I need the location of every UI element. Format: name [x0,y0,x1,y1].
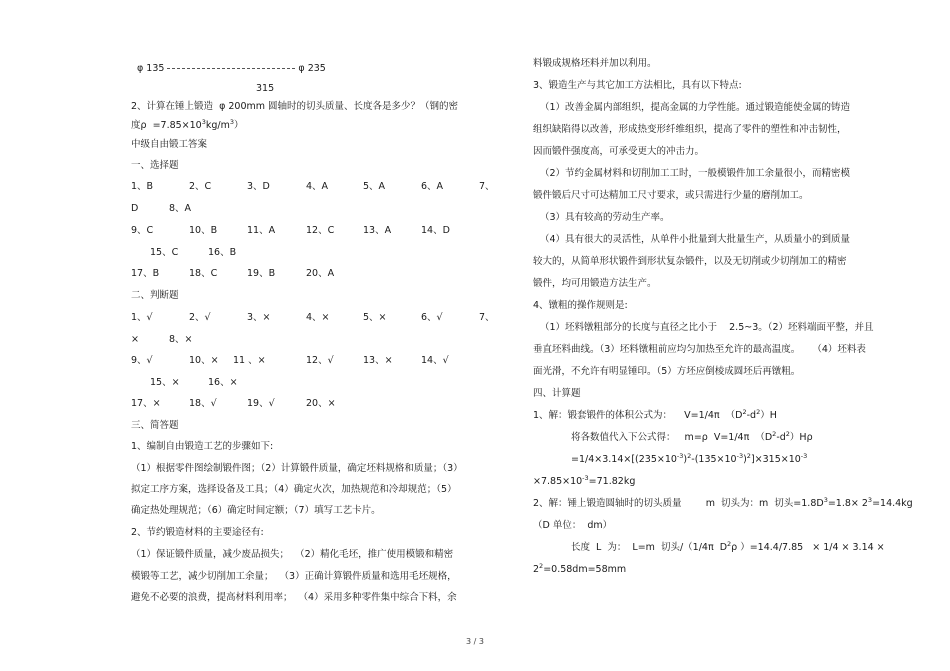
calc-1-result: $\times 7.85\times 10^{-3}=71.82kg$ [533,474,636,487]
tf-answer: 15、× [150,377,180,388]
short-answer-2-line: 模锻等工艺，减少切削加工余量； （3）正确计算锻件质量和选用毛坯规格， [131,571,457,582]
short-answer-2-line: （1）保证锻件质量，减少废品损失； （2）精化毛坯，推广使用模锻和精密 [131,549,454,560]
section-choice-heading: 一、选择题 [131,160,179,171]
right-text-line: 因而锻件强度高，可承受更大的冲击力。 [533,146,705,157]
dim-phi-235: φ 235 [298,63,326,74]
right-text-line: 3、锻造生产与其它加工方法相比，具有以下特点: [533,80,742,91]
calc-1-expression: $=1/4\times 3.14\times[(235\times 10^{-3})^2-(135\times 10^{-3})^2]\times 315\times 10^{-3}$ [571,452,808,465]
choice-answer: 9、C [131,225,154,236]
short-answer-1-line: 拟定工序方案，选择设备及工具；（4）确定火次，加热规范和冷却规范；（5） [131,484,457,495]
right-text-line: 4、镦粗的操作规则是: [533,300,628,311]
tf-answer: 18、√ [189,398,217,409]
choice-answer: 13、A [363,225,392,236]
choice-answer: D [131,203,139,214]
tf-answer: 9、√ [131,355,153,366]
tf-answer: 20、× [306,398,336,409]
right-text-line: （3）具有较高的劳动生产率。 [540,212,670,223]
choice-answer: 10、B [189,225,218,236]
choice-answer: 17、B [131,268,160,279]
choice-answer: 7、 [479,181,495,192]
answer-title: 中级自由锻工答案 [131,139,208,150]
question-2-line1: 2、计算在锤上锻造 φ 200mm 圆轴时的切头质量、长度各是多少？（钢的密 [131,101,459,112]
tf-answer: 4、× [306,312,330,323]
right-text-line: 锻件锻后尺寸可达精加工尺寸要求，或只需进行少量的磨削加工。 [533,190,809,201]
calc-2-unit: （D 单位： dm） [533,520,613,531]
tf-answer: × [131,334,139,345]
choice-answer: 6、A [421,181,444,192]
section-calculation-heading: 四、计算题 [533,388,581,399]
tf-answer: 19、√ [247,398,275,409]
right-text-line: 锻件，均可用锻造方法生产。 [533,278,657,289]
tf-answer: 6、√ [421,312,443,323]
choice-answer: 2、C [189,181,212,192]
choice-answer: 15、C [150,247,179,258]
choice-answer: 16、B [208,247,237,258]
dim-length-315: 315 [256,83,275,94]
choice-answer: 14、D [421,225,450,236]
calc-1-formula: 1、解：锻套锻件的体积公式为： V=1/4π $(D^2-d^2)H$ [533,408,777,421]
right-text-line: （4）具有很大的灵活性，从单件小批量到大批量生产，从质量小的到质量 [540,234,851,245]
dashed-leader-line [167,68,295,69]
right-text-line: （1）坯料镦粗部分的长度与直径之比小于 2.5~3。（2）坯料端面平整，并且 [540,322,874,333]
figure-dimension-row [137,63,326,75]
right-text-line: 组织缺陷得以改善，形成热变形纤维组织，提高了零件的塑性和冲击韧性， [533,124,847,135]
section-truefalse-heading: 二、判断题 [131,290,179,301]
tf-answer: 12、√ [306,355,334,366]
right-text-line: （2）节约金属材料和切削加工工时，一般模锻件加工余量很小，而精密模 [540,168,851,179]
right-text-line: 垂直坯料曲线。（3）坯料镦粗前应均匀加热至允许的最高温度。 （4）坯料表 [533,344,866,355]
right-text-line: （1）改善金属内部组织，提高金属的力学性能。通过锻造能使金属的铸造 [540,102,851,113]
tf-answer: 3、× [247,312,271,323]
choice-answer: 1、B [131,181,154,192]
right-text-line: 较大的，从简单形状锻件到形状复杂锻件，以及无切削或少切削加工的精密 [533,256,847,267]
choice-answer: 8、A [169,203,192,214]
tf-answer: 11 、× [233,355,266,366]
calc-2-length: 长度 L 为： L=m 切头/（1/4π $D^2\rho$ ）=14.4/7.85 × 1/4 × 3.14 × [571,540,885,553]
calc-1-substitution: 将各数值代入下公式得： m=ρ V=1/4π $(D^2-d^2)H\rho$ [571,430,813,443]
short-answer-2-line: 避免不必要的浪费，提高材料利用率； （4）采用多种零件集中综合下料，余 [131,592,457,603]
page-number: 3 / 3 [466,637,484,646]
section-short-answer-heading: 三、简答题 [131,420,179,431]
calc-2-mass: 2、解：锤上锻造圆轴时的切头质量 m 切头为：m 切头$=1.8D^3=1.8\times 2^3=14.4kg$ [533,496,913,509]
choice-answer: 12、C [306,225,335,236]
short-answer-1-title: 1、编制自由锻造工艺的步骤如下: [131,441,274,452]
calc-2-result: $2^2=0.58dm=58mm$ [533,562,627,575]
question-2-line2: 度$\rho =7.85\times 10^3kg/m^3$） [131,118,244,131]
tf-answer: 16、× [208,377,238,388]
choice-answer: 20、A [306,268,335,279]
short-answer-1-line: 确定热处理规范；（6）确定时间定额；（7）填写工艺卡片。 [131,505,381,516]
tf-answer: 1、√ [131,312,153,323]
tf-answer: 2、√ [189,312,211,323]
short-answer-2-title: 2、节约锻造材料的主要途径有: [131,527,264,538]
tf-answer: 17、× [131,398,161,409]
dim-phi-135: φ 135 [137,63,165,74]
choice-answer: 4、A [306,181,329,192]
choice-answer: 5、A [363,181,386,192]
tf-answer: 14、√ [421,355,449,366]
short-answer-1-line: （1）根据零件图绘制锻件图；（2）计算锻件质量，确定坯料规格和质量；（3） [131,463,463,474]
choice-answer: 11、A [247,225,276,236]
right-text-line: 料锻成规格坯料并加以利用。 [533,58,657,69]
right-text-line: 面光滑，不允许有明显锤印。（5）方坯应倒棱成圆坯后再镦粗。 [533,366,801,377]
tf-answer: 13、× [363,355,393,366]
choice-answer: 3、D [247,181,270,192]
choice-answer: 19、B [247,268,276,279]
tf-answer: 7、 [479,312,495,323]
tf-answer: 10、× [189,355,219,366]
choice-answer: 18、C [189,268,218,279]
tf-answer: 8、× [169,334,193,345]
tf-answer: 5、× [363,312,387,323]
